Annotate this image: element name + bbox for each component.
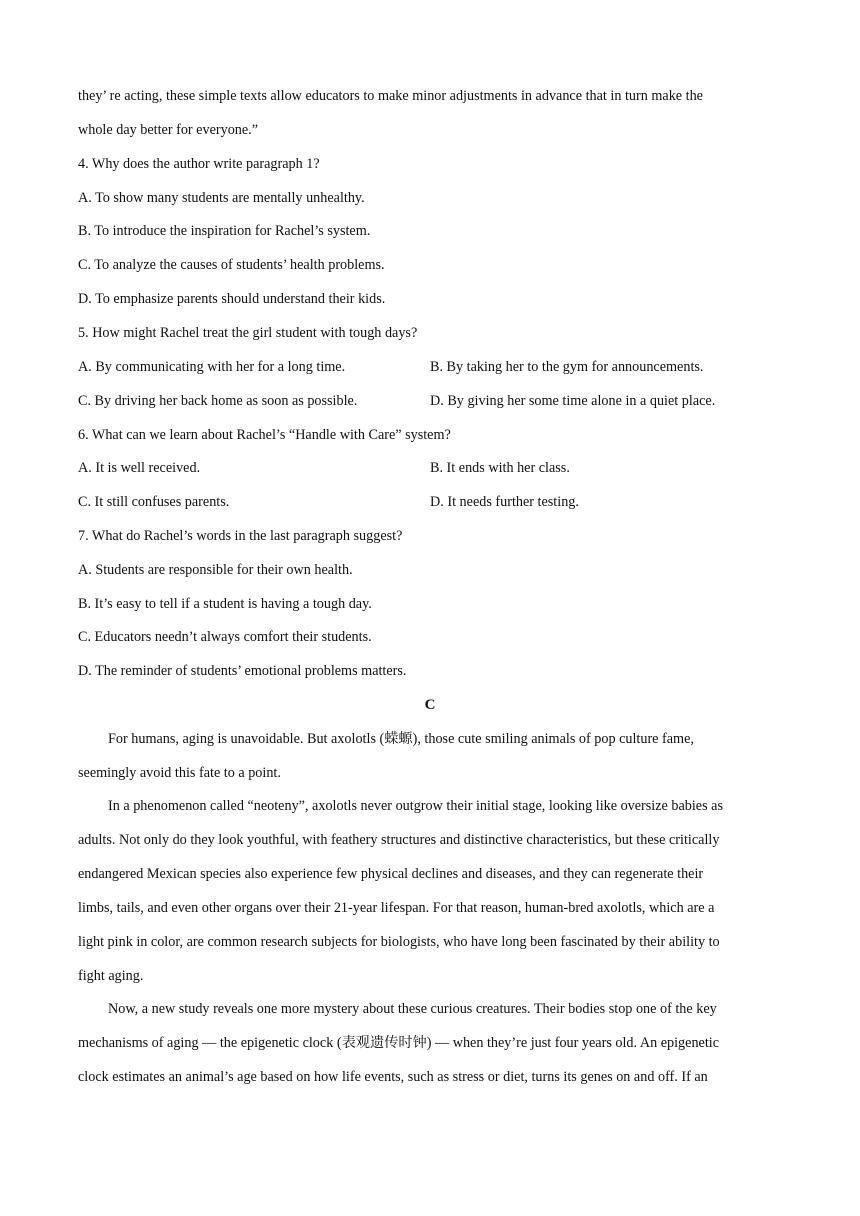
question-6-option-d: D. It needs further testing. [430,494,579,510]
question-7-option-d: D. The reminder of students’ emotional problems matters. [78,663,407,679]
question-6-stem: 6. What can we learn about Rachel’s “Handle with Care” system? [78,427,451,443]
passage-line: Now, a new study reveals one more mystery about these curious creatures. Their bodies stop one of the key [108,1001,717,1017]
question-5-option-c: C. By driving her back home as soon as possible. [78,393,358,409]
passage-line: whole day better for everyone.” [78,122,259,138]
question-4-option-a: A. To show many students are mentally unhealthy. [78,190,365,206]
question-7-option-a: A. Students are responsible for their own health. [78,562,353,578]
passage-line: limbs, tails, and even other organs over their 21-year lifespan. For that reason, human-bred axolotls, which are a [78,900,715,916]
passage-line: In a phenomenon called “neoteny”, axolotls never outgrow their initial stage, looking like oversize babies as [108,798,723,814]
passage-line: clock estimates an animal’s age based on how life events, such as stress or diet, turns its genes on and off. If an [78,1069,708,1085]
question-4-option-b: B. To introduce the inspiration for Rachel’s system. [78,223,371,239]
question-4-stem: 4. Why does the author write paragraph 1? [78,156,320,172]
passage-line: adults. Not only do they look youthful, with feathery structures and distinctive characteristics, but these critically [78,832,720,848]
passage-line: fight aging. [78,968,144,984]
passage-line: mechanisms of aging — the epigenetic clock (表观遗传时钟) — when they’re just four years old. An epigenetic [78,1035,720,1051]
question-4-option-d: D. To emphasize parents should understand their kids. [78,291,386,307]
question-6-option-b: B. It ends with her class. [430,460,570,476]
section-heading: C [424,697,436,713]
question-7-option-c: C. Educators needn’t always comfort their students. [78,629,372,645]
passage-line: endangered Mexican species also experience few physical declines and diseases, and they can regenerate their [78,866,704,882]
question-5-option-b: B. By taking her to the gym for announcements. [430,359,704,375]
passage-line: seemingly avoid this fate to a point. [78,765,281,781]
question-4-option-c: C. To analyze the causes of students’ health problems. [78,257,385,273]
passage-line: For humans, aging is unavoidable. But axolotls (蝾螈), those cute smiling animals of pop culture fame, [108,731,694,747]
question-6-option-c: C. It still confuses parents. [78,494,230,510]
question-7-option-b: B. It’s easy to tell if a student is having a tough day. [78,596,372,612]
question-7-stem: 7. What do Rachel’s words in the last paragraph suggest? [78,528,403,544]
passage-line: they’ re acting, these simple texts allow educators to make minor adjustments in advance that in turn make the [78,88,703,104]
question-5-option-d: D. By giving her some time alone in a quiet place. [430,393,716,409]
question-5-stem: 5. How might Rachel treat the girl student with tough days? [78,325,418,341]
question-6-option-a: A. It is well received. [78,460,201,476]
passage-line: light pink in color, are common research subjects for biologists, who have long been fascinated by their ability to [78,934,720,950]
question-5-option-a: A. By communicating with her for a long time. [78,359,346,375]
